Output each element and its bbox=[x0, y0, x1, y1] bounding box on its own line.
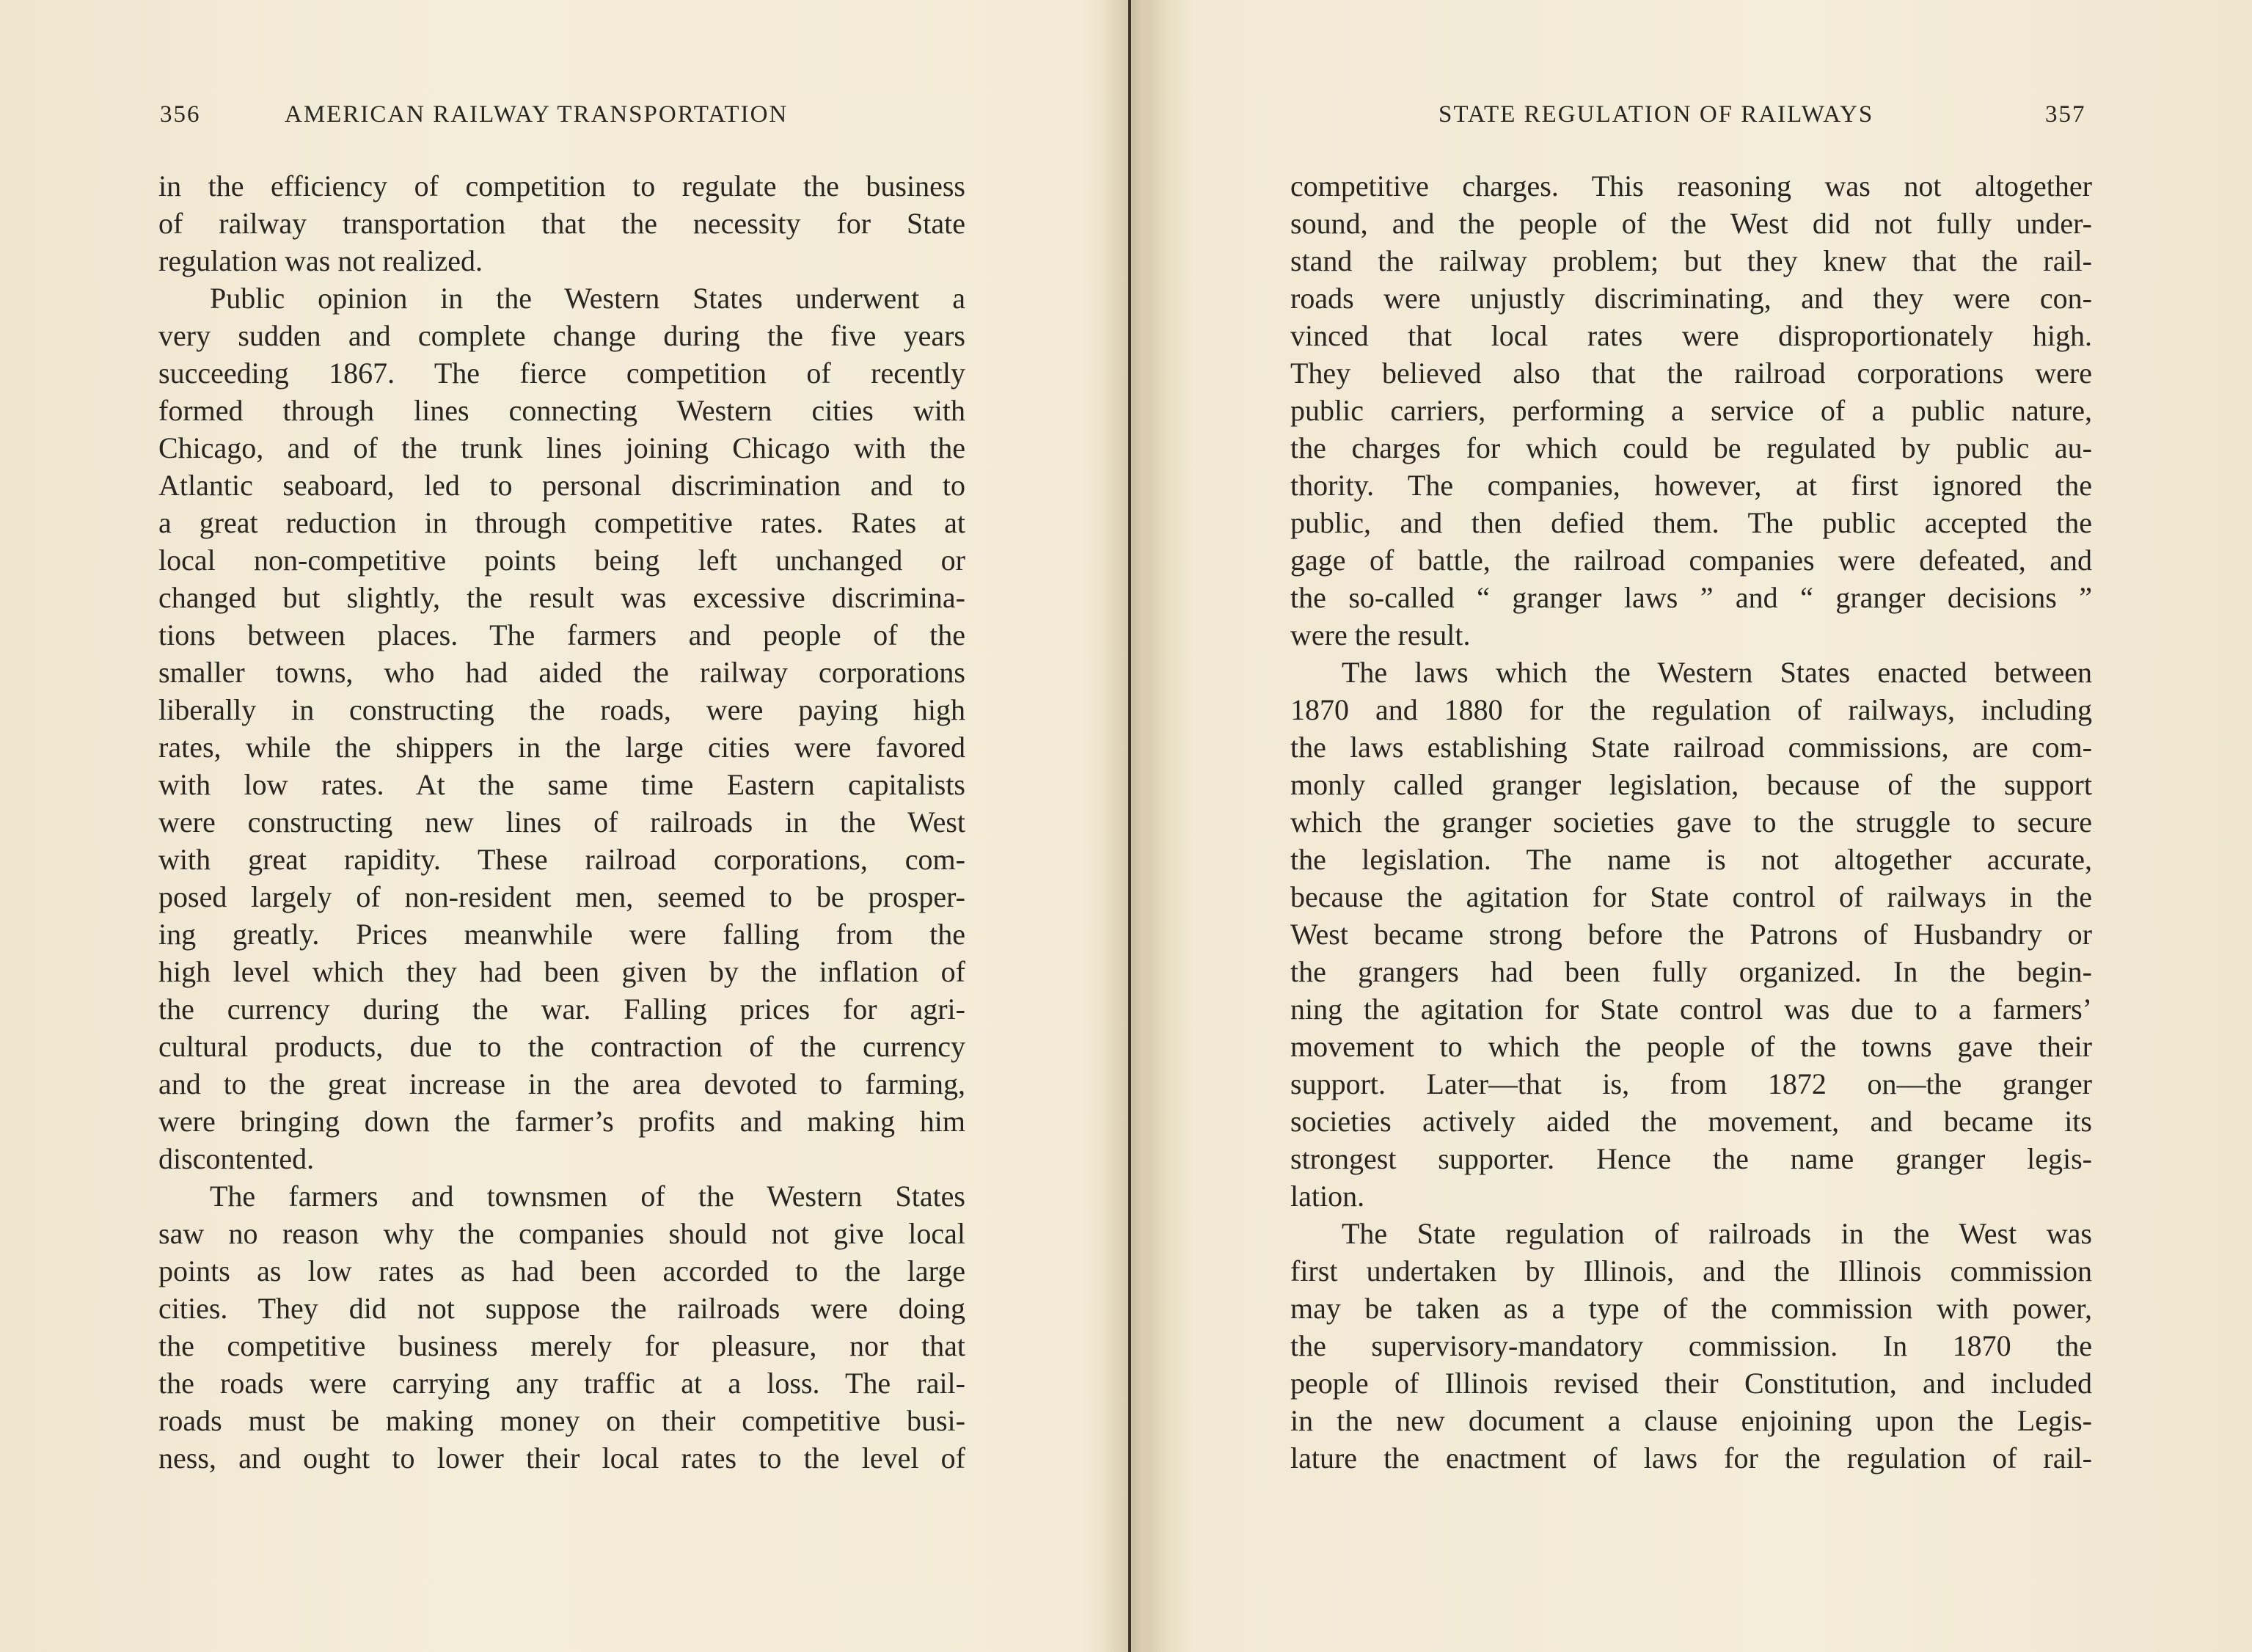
text-line: very sudden and complete change during the five years bbox=[158, 319, 965, 352]
text-line: the charges for which could be regulated by public au- bbox=[1290, 431, 2092, 464]
text-line: the grangers had been fully organized. In the begin- bbox=[1290, 955, 2092, 988]
text-line: the so-called “ granger laws ” and “ granger decisions ” bbox=[1290, 581, 2092, 614]
text-line: gage of battle, the railroad companies were defeated, and bbox=[1290, 544, 2092, 577]
text-line: the currency during the war. Falling prices for agri- bbox=[158, 993, 965, 1026]
text-line: lation. bbox=[1290, 1180, 1365, 1213]
right-page bbox=[1133, 0, 2252, 1652]
text-line: smaller towns, who had aided the railway corporations bbox=[158, 656, 965, 689]
body-text bbox=[1290, 167, 2092, 1477]
text-line: roads must be making money on their competitive busi- bbox=[158, 1404, 965, 1437]
running-head: AMERICAN RAILWAY TRANSPORTATION bbox=[285, 101, 789, 128]
text-line: vinced that local rates were disproportionately high. bbox=[1290, 319, 2092, 352]
text-line: succeeding 1867. The fierce competition of recently bbox=[158, 357, 965, 390]
text-line: the competitive business merely for pleasure, nor that bbox=[158, 1329, 965, 1362]
text-line: because the agitation for State control of railways in the bbox=[1290, 880, 2092, 913]
text-line: strongest supporter. Hence the name granger legis- bbox=[1290, 1142, 2092, 1175]
text-line: may be taken as a type of the commission with power, bbox=[1290, 1292, 2092, 1325]
text-line: competitive charges. This reasoning was not altogether bbox=[1290, 169, 2092, 202]
text-line: saw no reason why the companies should not give local bbox=[158, 1217, 965, 1250]
text-line: thority. The companies, however, at first ignored the bbox=[1290, 469, 2092, 502]
text-line: 1870 and 1880 for the regulation of railways, including bbox=[1290, 693, 2092, 726]
running-head: STATE REGULATION OF RAILWAYS bbox=[1438, 101, 1874, 128]
text-line: roads were unjustly discriminating, and they were con- bbox=[1290, 282, 2092, 315]
text-line: Atlantic seaboard, led to personal discrimination and to bbox=[158, 469, 965, 502]
page-number: 356 bbox=[160, 101, 201, 128]
text-line: lature the enactment of laws for the regulation of rail- bbox=[1290, 1441, 2092, 1474]
text-line: public, and then defied them. The public accepted the bbox=[1290, 506, 2092, 539]
text-line: ing greatly. Prices meanwhile were falling from the bbox=[158, 918, 965, 951]
text-line: rates, while the shippers in the large cities were favored bbox=[158, 731, 965, 764]
text-line: posed largely of non-resident men, seemed to be prosper- bbox=[158, 880, 965, 913]
text-line: local non-competitive points being left unchanged or bbox=[158, 544, 965, 577]
text-line: public carriers, performing a service of a public nature, bbox=[1290, 394, 2092, 427]
text-line: stand the railway problem; but they knew that the rail- bbox=[1290, 244, 2092, 277]
text-line: ning the agitation for State control was due to a farmers’ bbox=[1290, 993, 2092, 1026]
text-line: The State regulation of railroads in the West was bbox=[1342, 1217, 2092, 1250]
text-line: in the efficiency of competition to regulate the business bbox=[158, 169, 965, 202]
text-line: were constructing new lines of railroads in the West bbox=[158, 805, 965, 838]
text-line: formed through lines connecting Western cities with bbox=[158, 394, 965, 427]
text-line: societies actively aided the movement, and became its bbox=[1290, 1105, 2092, 1138]
text-line: the supervisory-mandatory commission. In 1870 the bbox=[1290, 1329, 2092, 1362]
text-line: with great rapidity. These railroad corporations, com- bbox=[158, 843, 965, 876]
text-line: They believed also that the railroad corporations were bbox=[1290, 357, 2092, 390]
text-line: were the result. bbox=[1290, 618, 1471, 651]
text-line: ness, and ought to lower their local rates to the level of bbox=[158, 1441, 965, 1474]
text-line: regulation was not realized. bbox=[158, 244, 483, 277]
text-line: West became strong before the Patrons of Husbandry or bbox=[1290, 918, 2092, 951]
text-line: high level which they had been given by the inflation of bbox=[158, 955, 965, 988]
text-line: the roads were carrying any traffic at a loss. The rail- bbox=[158, 1367, 965, 1400]
text-line: people of Illinois revised their Constitution, and included bbox=[1290, 1367, 2092, 1400]
text-line: monly called granger legislation, because of the support bbox=[1290, 768, 2092, 801]
text-line: cultural products, due to the contraction of the currency bbox=[158, 1030, 965, 1063]
text-line: liberally in constructing the roads, were paying high bbox=[158, 693, 965, 726]
text-line: support. Later—that is, from 1872 on—the granger bbox=[1290, 1067, 2092, 1100]
text-line: were bringing down the farmer’s profits and making him bbox=[158, 1105, 965, 1138]
text-line: of railway transportation that the necessity for State bbox=[158, 207, 965, 240]
text-line: with low rates. At the same time Eastern capitalists bbox=[158, 768, 965, 801]
text-line: changed but slightly, the result was excessive discrimina- bbox=[158, 581, 965, 614]
text-line: the laws establishing State railroad commissions, are com- bbox=[1290, 731, 2092, 764]
text-line: cities. They did not suppose the railroads were doing bbox=[158, 1292, 965, 1325]
text-line: points as low rates as had been accorded to the large bbox=[158, 1254, 965, 1287]
text-line: The farmers and townsmen of the Western States bbox=[210, 1180, 965, 1213]
page-number: 357 bbox=[2045, 101, 2086, 128]
book-gutter bbox=[1128, 0, 1131, 1652]
text-line: Chicago, and of the trunk lines joining Chicago with the bbox=[158, 431, 965, 464]
text-line: tions between places. The farmers and people of the bbox=[158, 618, 965, 651]
text-line: first undertaken by Illinois, and the Illinois commission bbox=[1290, 1254, 2092, 1287]
text-line: which the granger societies gave to the struggle to secure bbox=[1290, 805, 2092, 838]
text-line: a great reduction in through competitive rates. Rates at bbox=[158, 506, 965, 539]
text-line: sound, and the people of the West did not fully under- bbox=[1290, 207, 2092, 240]
text-line: The laws which the Western States enacted between bbox=[1342, 656, 2092, 689]
text-line: movement to which the people of the towns gave their bbox=[1290, 1030, 2092, 1063]
body-text bbox=[158, 167, 965, 1477]
text-line: in the new document a clause enjoining upon the Legis- bbox=[1290, 1404, 2092, 1437]
text-line: and to the great increase in the area devoted to farming, bbox=[158, 1067, 965, 1100]
text-line: Public opinion in the Western States underwent a bbox=[210, 282, 965, 315]
text-line: the legislation. The name is not altogether accurate, bbox=[1290, 843, 2092, 876]
text-line: discontented. bbox=[158, 1142, 315, 1175]
